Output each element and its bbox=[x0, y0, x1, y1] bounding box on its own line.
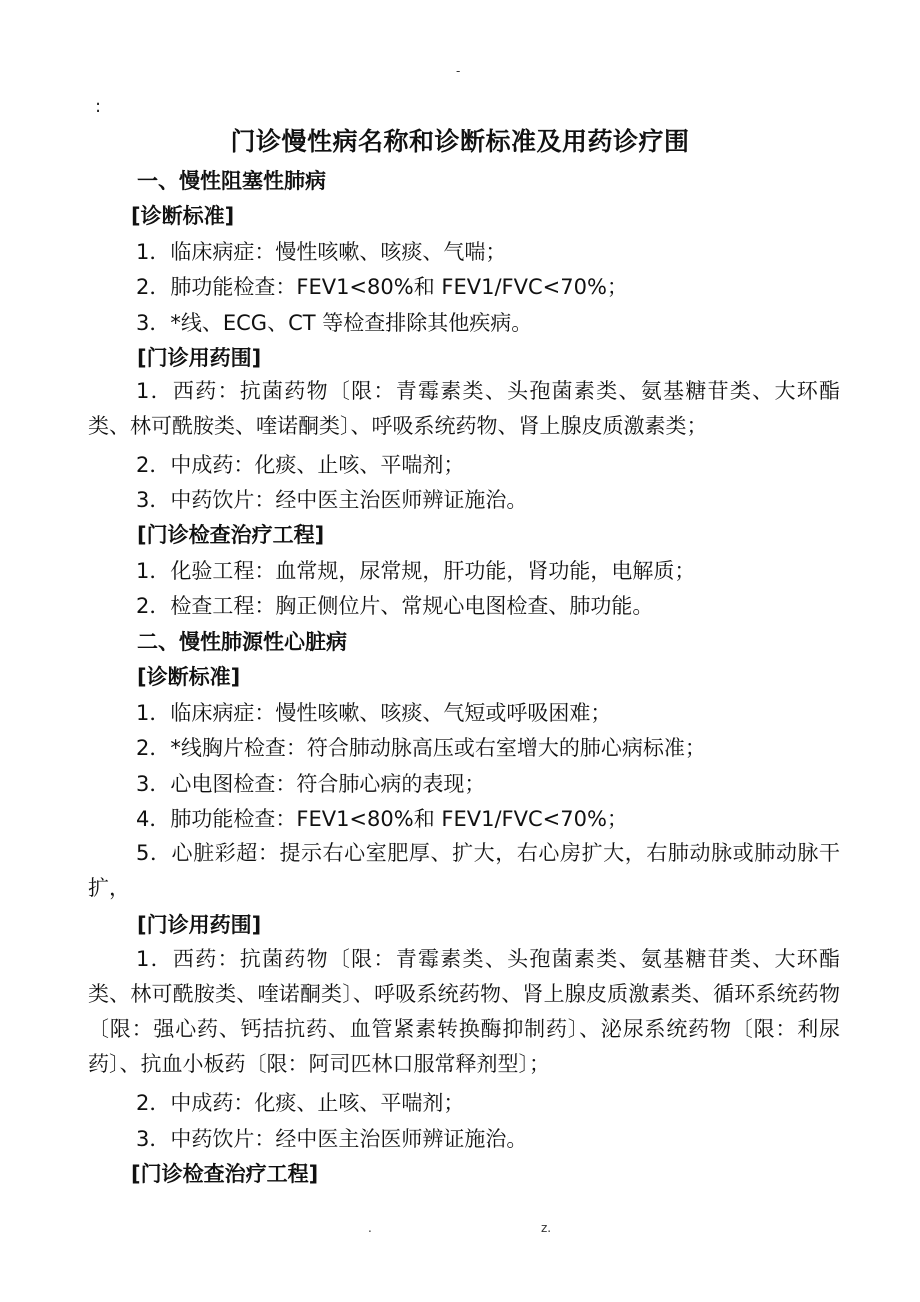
section2-medication-heading: [门诊用药围] bbox=[137, 913, 262, 937]
section1-medication-item: 1．西药：抗菌药物〔限：青霉素类、头孢菌素类、氨基糖苷类、大环酯类、林可酰胺类、喹诺酮类〕、呼吸系统药物、肾上腺皮质激素类； bbox=[88, 379, 840, 438]
section2-medication-item: 2．中成药：化痰、止咳、平喘剂； bbox=[136, 1091, 465, 1115]
section2-examination-heading: [门诊检查治疗工程] bbox=[131, 1162, 319, 1186]
section2-diagnosis-heading: [诊断标准] bbox=[137, 665, 241, 689]
corner-mark: : bbox=[95, 96, 102, 117]
section1-medication-item: 3．中药饮片：经中医主治医师辨证施治。 bbox=[136, 488, 528, 512]
section1-diagnosis-item: 2．肺功能检查：FEV1<80%和 FEV1/FVC<70%； bbox=[136, 275, 628, 299]
footer-mark-left: . bbox=[368, 1221, 372, 1235]
section2-diagnosis-item: 2．*线胸片检查：符合肺动脉高压或右室增大的肺心病标准； bbox=[136, 736, 706, 760]
section2-medication-item: 3．中药饮片：经中医主治医师辨证施治。 bbox=[136, 1127, 528, 1151]
section1-diagnosis-item: 3．*线、ECG、CT 等检查排除其他疾病。 bbox=[136, 311, 533, 335]
section1-heading: 一、慢性阻塞性肺病 bbox=[137, 169, 326, 193]
section1-diagnosis-item: 1．临床病症：慢性咳嗽、咳痰、气喘； bbox=[136, 240, 507, 264]
document-title: 门诊慢性病名称和诊断标准及用药诊疗围 bbox=[230, 127, 690, 156]
section1-examination-heading: [门诊检查治疗工程] bbox=[137, 523, 325, 547]
footer-mark-right: z. bbox=[541, 1221, 552, 1235]
section2-heading: 二、慢性肺源性心脏病 bbox=[137, 630, 347, 654]
section1-medication-heading: [门诊用药围] bbox=[137, 346, 262, 370]
section1-medication-item: 2．中成药：化痰、止咳、平喘剂； bbox=[136, 453, 465, 477]
section1-examination-item: 2．检查工程：胸正侧位片、常规心电图检查、肺功能。 bbox=[136, 594, 654, 618]
section1-diagnosis-heading: [诊断标准] bbox=[131, 204, 235, 228]
header-mark: - bbox=[456, 64, 461, 78]
section2-diagnosis-item: 1．临床病症：慢性咳嗽、咳痰、气短或呼吸困难； bbox=[136, 701, 612, 725]
section2-medication-item: 1．西药：抗菌药物〔限：青霉素类、头孢菌素类、氨基糖苷类、大环酯类、林可酰胺类、喹诺酮类〕、呼吸系统药物、肾上腺皮质激素类、循环系统药物〔限：强心药、钙拮抗药、血管紧素转换酶抑制药〕、泌尿系统药物〔限：利尿药〕、抗血小板药〔限：阿司匹林口服常释剂型〕； bbox=[88, 947, 840, 1076]
section2-diagnosis-item: 5．心脏彩超：提示右心室肥厚、扩大，右心房扩大，右肺动脉或肺动脉干扩， bbox=[88, 841, 840, 900]
section2-diagnosis-item: 3．心电图检查：符合肺心病的表现； bbox=[136, 772, 486, 796]
section2-diagnosis-item: 4．肺功能检查：FEV1<80%和 FEV1/FVC<70%； bbox=[136, 807, 628, 831]
section1-examination-item: 1．化验工程：血常规，尿常规，肝功能，肾功能，电解质； bbox=[136, 559, 696, 583]
